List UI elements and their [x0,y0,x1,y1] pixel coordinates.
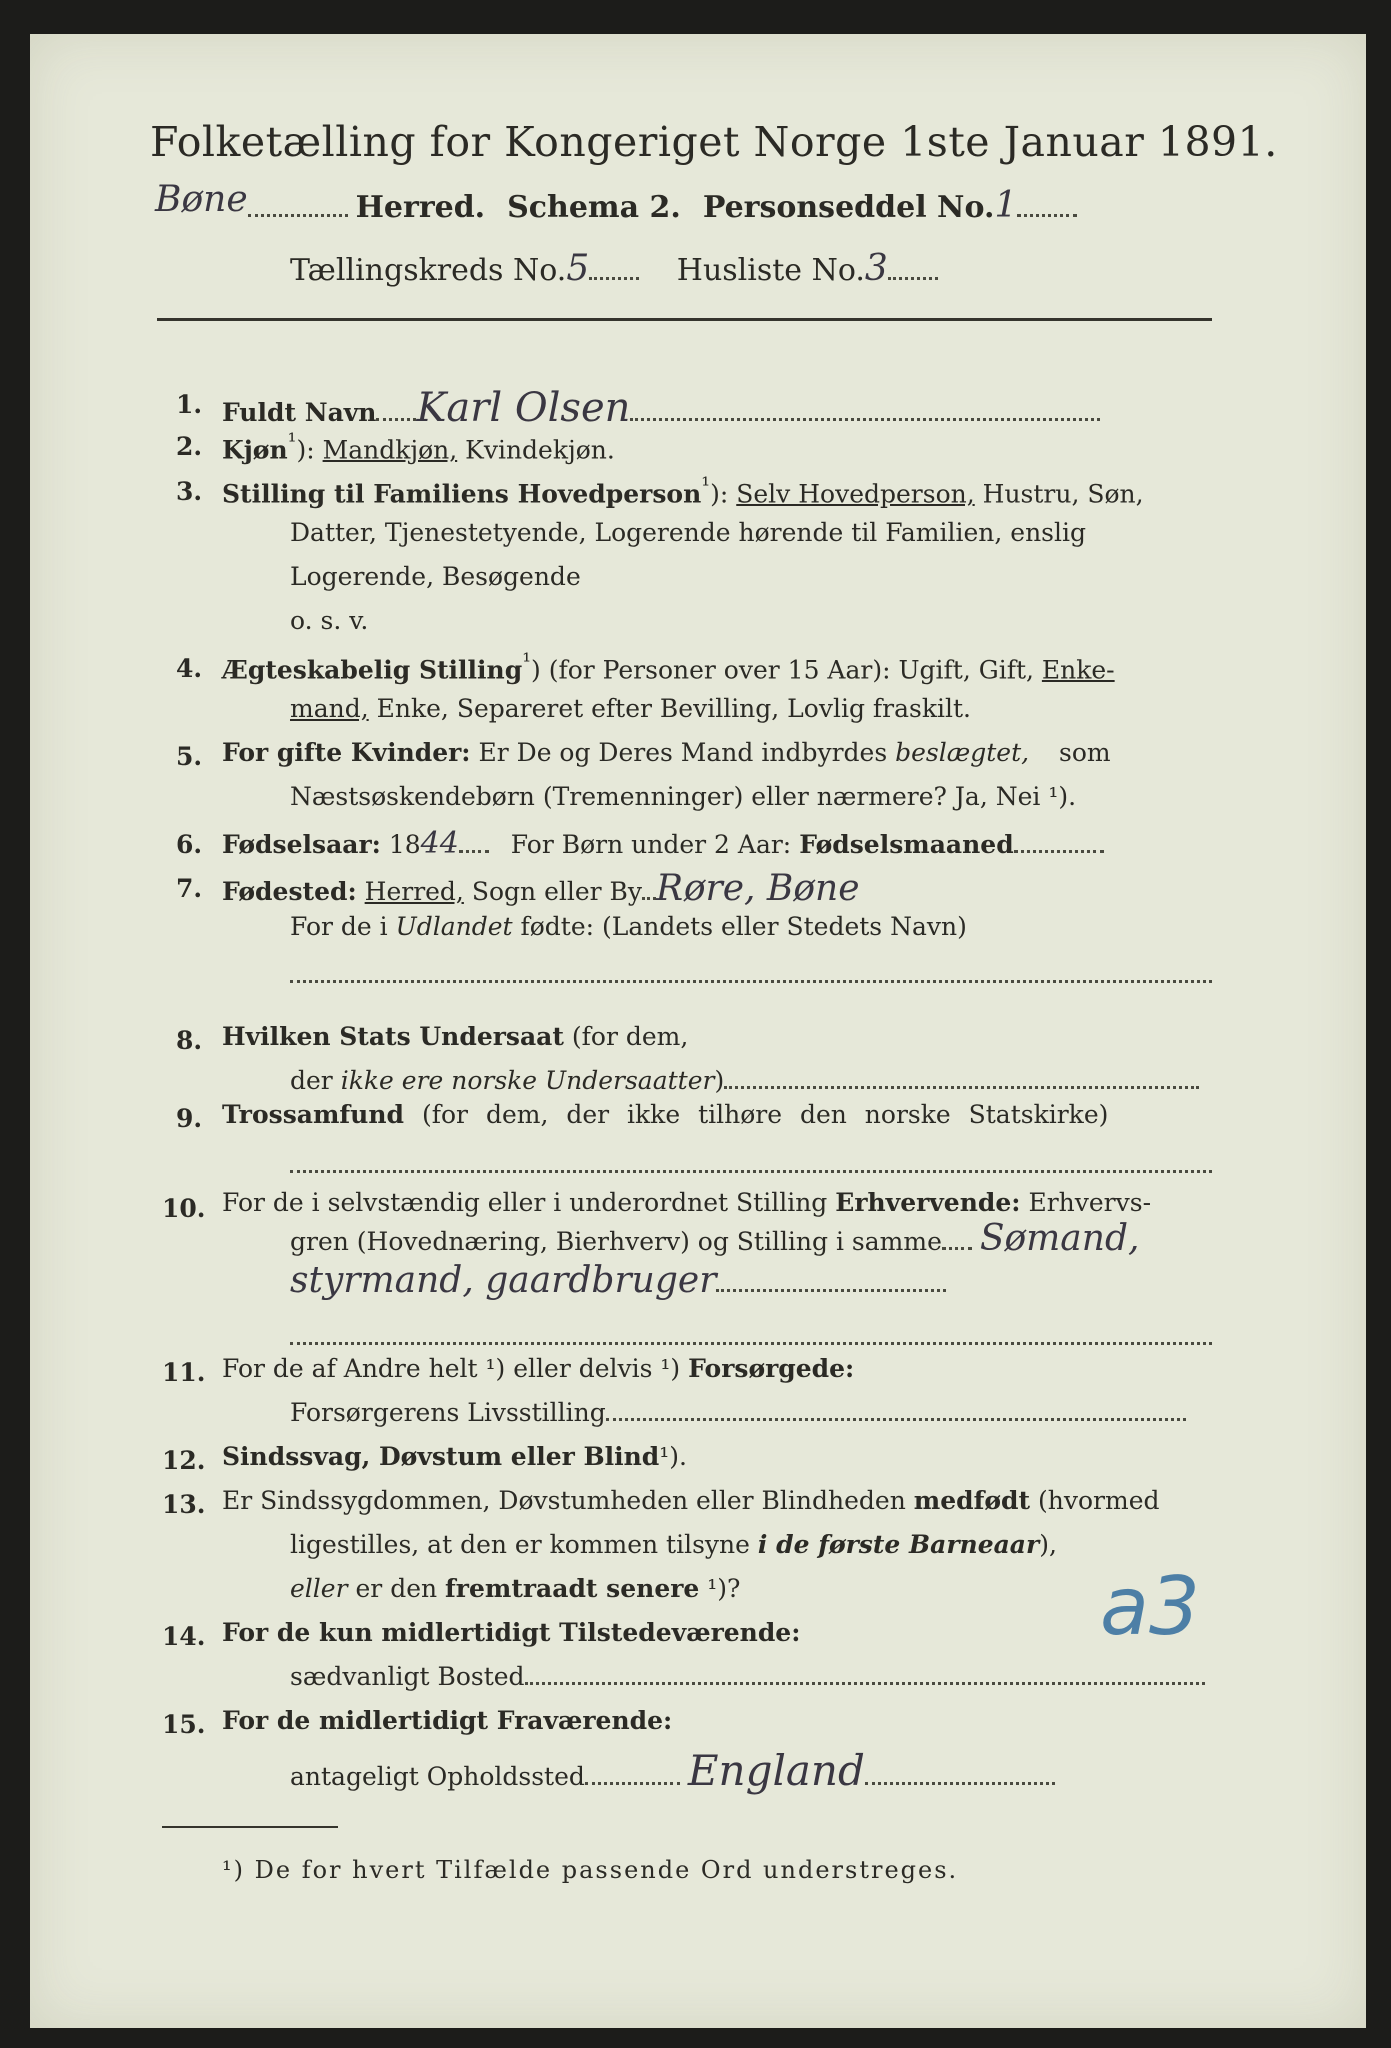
q9-number: 9. [176,1104,203,1133]
q7-row-1: Fødested: Herred, Sogn eller By Røre, Bøne [222,868,860,909]
q1-number: 1. [176,390,203,419]
q6-label: Fødselsaar: [222,830,381,859]
kreds-value: 5 [566,248,590,289]
footnote-rule [162,1826,338,1828]
herred-row [155,179,1077,226]
q8-row-1: Hvilken Stats Undersaat (for dem, [222,1022,689,1051]
form-title: Folketælling for Kongeriget Norge 1ste Januar 1891. [150,118,1278,166]
q8-label: Hvilken Stats Undersaat [222,1022,564,1051]
q3-row-3: Logerende, Besøgende [290,562,581,591]
q2-row: Kjøn$^{^1}$): Mandkjøn, Kvindekjøn. [222,430,615,465]
personseddel-label: Personseddel No. [702,190,995,225]
q10-row-1: For de i selvstændig eller i underordnet Stilling Erhvervende: Erhvervs- [222,1188,1152,1217]
husliste-value: 3 [864,248,888,289]
q2-number: 2. [176,432,203,461]
header-rule [157,318,1212,321]
q12-number: 12. [162,1446,206,1475]
q2-mandkjon: Mandkjøn, [322,435,458,465]
herred-label: Herred. [355,190,486,225]
q4-row-1: Ægteskabelig Stilling$^{^1}$) (for Personer over 15 Aar): Ugift, Gift, Enke- [222,650,1115,685]
q14-row-2: sædvanligt Bosted [290,1662,1205,1691]
q4-enkemand-a: Enke- [1041,655,1115,685]
q6-number: 6. [176,830,203,859]
q4-enkemand-b: mand, [290,694,369,723]
q11-row-2: Forsørgerens Livsstilling [290,1398,1186,1427]
q10-number: 10. [162,1194,206,1223]
footnote: ¹) De for hvert Tilfælde passende Ord understreges. [222,1856,959,1884]
q3-row-2: Datter, Tjenestetyende, Logerende hørende til Familien, enslig [290,518,1087,547]
q15-row-2: antageligt Opholdssted England [290,1746,1055,1795]
q15-row-1: For de midlertidigt Fraværende: [222,1706,673,1735]
husliste-label: Husliste No. [676,253,865,288]
q12-row: Sindssvag, Døvstum eller Blind¹). [222,1442,688,1471]
q13-row-1: Er Sindssygdommen, Døvstumheden eller Blindheden medfødt (hvormed [222,1486,1160,1515]
q6-row: Fødselsaar: 1844 For Børn under 2 Aar: Fødselsmaaned [222,826,1104,861]
q13-number: 13. [162,1490,206,1519]
q7-number: 7. [176,874,203,903]
q3-selv-hovedperson: Selv Hovedperson, [736,479,975,509]
q7-value: Røre, Bøne [656,868,860,909]
q1-value: Karl Olsen [416,385,631,431]
q3-row-1: Stilling til Familiens Hovedperson$^{^1}$): Selv Hovedperson, Hustru, Søn, [222,474,1144,509]
q4-number: 4. [176,654,203,683]
q1-label: Fuldt Navn [222,398,377,427]
q5-number: 5. [176,742,203,771]
q4-label: Ægteskabelig Stilling [222,655,523,685]
q7-answer-line [290,960,1212,989]
q15-number: 15. [162,1710,206,1739]
personseddel-value: 1 [994,185,1018,226]
q5-label: For gifte Kvinder: [222,738,471,767]
q8-number: 8. [176,1026,203,1055]
archive-annotation: a3 [1100,1560,1200,1653]
kreds-label: Tællingskreds No. [290,253,567,288]
q9-label: Trossamfund [222,1100,405,1129]
q11-number: 11. [162,1358,206,1387]
q10-row-2: gren (Hovednæring, Bierhverv) og Stilling i samme Sømand, [290,1218,1140,1259]
q7-label: Fødested: [222,877,357,906]
q12-label: Sindssvag, Døvstum eller Blind [222,1442,660,1471]
q11-row-1: For de af Andre helt ¹) eller delvis ¹) Forsørgede: [222,1354,855,1383]
q14-number: 14. [162,1622,206,1651]
kreds-row [290,248,938,289]
q9-row: Trossamfund (for dem, der ikke tilhøre den norske Statskirke) [222,1100,1109,1129]
herred-value: Bøne [155,179,248,220]
schema-label: Schema 2. [507,190,681,225]
q6-value: 44 [420,826,459,861]
q10-answer-line [290,1322,1212,1351]
q3-row-4: o. s. v. [290,606,369,635]
q3-label: Stilling til Familiens Hovedperson [222,479,702,509]
q9-answer-line [290,1150,1212,1179]
q13-row-2: ligestilles, at den er kommen tilsyne i de første Barneaar), [290,1530,1057,1559]
q10-value-1: Sømand, [979,1218,1140,1259]
q1-row [222,385,1100,431]
q10-value-2: styrmand, gaardbruger [290,1260,717,1301]
q3-number: 3. [176,477,203,506]
q14-row-1: For de kun midlertidigt Tilstedeværende: [222,1618,801,1647]
q7-row-2: For de i Udlandet fødte: (Landets eller Stedets Navn) [290,912,967,941]
q15-value: England [687,1746,865,1795]
q2-kvindekjon: Kvindekjøn. [465,435,615,465]
q5-row-2: Næstsøskendebørn (Tremenninger) eller nærmere? Ja, Nei ¹). [290,782,1077,811]
q5-row-1: For gifte Kvinder: Er De og Deres Mand indbyrdes beslægtet, som [222,738,1111,767]
q13-row-3: eller er den fremtraadt senere ¹)? [290,1574,741,1603]
q4-row-2: mand, Enke, Separeret efter Bevilling, Lovlig fraskilt. [290,694,971,723]
q2-label: Kjøn [222,435,288,465]
q10-row-3 [290,1260,946,1301]
q8-row-2: der ikke ere norske Undersaatter) [290,1066,1199,1095]
